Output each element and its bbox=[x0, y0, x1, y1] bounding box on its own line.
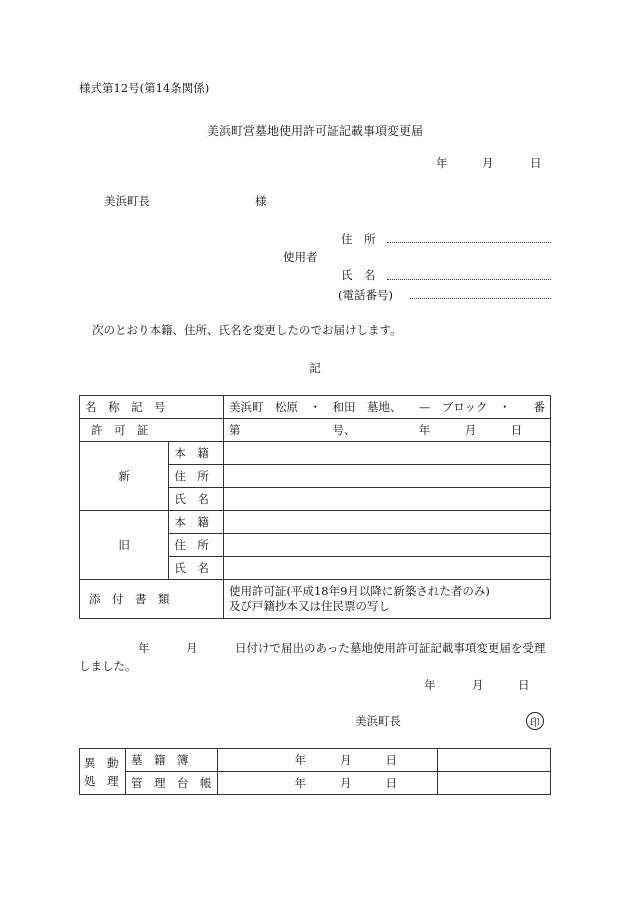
date-day-label: 日 bbox=[530, 156, 542, 170]
receipt-text: 日付けで届出のあった墓地使用許可証記載事項変更届を受理 bbox=[235, 641, 546, 655]
addressee: 美浜町長 bbox=[104, 194, 150, 208]
receipt-date-year: 年 bbox=[424, 678, 436, 692]
new-name-field[interactable] bbox=[223, 488, 550, 511]
name-code-label: 名 称 記 号 bbox=[80, 396, 224, 419]
attachment-line-2: 及び戸籍抄本又は住民票の写し bbox=[228, 599, 390, 613]
document-title: 美浜町営墓地使用許可証記載事項変更届 bbox=[206, 124, 423, 138]
office-register-date[interactable]: 年 月 日 bbox=[217, 772, 437, 795]
statement: 次のとおり本籍、住所、氏名を変更したのでお届けします。 bbox=[92, 323, 402, 337]
new-label: 新 bbox=[80, 442, 169, 511]
name-field[interactable] bbox=[387, 279, 551, 280]
old-name-field[interactable] bbox=[223, 557, 550, 580]
ki-label: 記 bbox=[309, 361, 321, 375]
receipt-month: 月 bbox=[186, 641, 198, 655]
receipt-text-line2: しました。 bbox=[79, 659, 137, 673]
attachment-line-1: 使用許可証(平成18年9月以降に新築された者のみ) bbox=[228, 584, 490, 598]
receipt-date-day: 日 bbox=[518, 678, 530, 692]
honorific: 様 bbox=[255, 194, 267, 208]
office-table bbox=[79, 748, 551, 795]
old-address-label: 住 所 bbox=[169, 534, 224, 557]
seal-icon: 印 bbox=[526, 712, 544, 730]
permit-label: 許 可 証 bbox=[80, 419, 224, 442]
address-field[interactable] bbox=[387, 242, 551, 243]
name-code-value[interactable]: 美浜町 松原 ・ 和田 墓地、 — ブロック ・ 番 bbox=[223, 396, 550, 419]
name-row bbox=[80, 396, 551, 419]
old-address-field[interactable] bbox=[223, 534, 550, 557]
date-year-label: 年 bbox=[436, 156, 448, 170]
old-honseki-label: 本 籍 bbox=[169, 511, 224, 534]
receipt-year: 年 bbox=[138, 641, 150, 655]
phone-field[interactable] bbox=[410, 298, 551, 299]
old-label: 旧 bbox=[80, 511, 169, 580]
mayor-label: 美浜町長 bbox=[355, 714, 401, 728]
name-label: 氏 名 bbox=[341, 268, 376, 282]
new-name-label: 氏 名 bbox=[169, 488, 224, 511]
office-register-label: 管 理 台 帳 bbox=[126, 772, 218, 795]
office-label: 異 動 処 理 bbox=[80, 749, 126, 795]
new-address-field[interactable] bbox=[223, 465, 550, 488]
new-honseki-label: 本 籍 bbox=[169, 442, 224, 465]
receipt-date-month: 月 bbox=[472, 678, 484, 692]
office-row bbox=[80, 772, 551, 795]
change-table bbox=[79, 395, 551, 619]
office-ledger-check[interactable] bbox=[437, 749, 551, 772]
date-month-label: 月 bbox=[482, 156, 494, 170]
applicant-label: 使用者 bbox=[283, 250, 318, 264]
phone-label: (電話番号) bbox=[338, 288, 393, 302]
new-row bbox=[80, 442, 551, 465]
old-honseki-field[interactable] bbox=[223, 511, 550, 534]
office-ledger-label: 墓 籍 簿 bbox=[126, 749, 218, 772]
attachment-value bbox=[223, 580, 550, 619]
office-row bbox=[80, 749, 551, 772]
office-ledger-date[interactable]: 年 月 日 bbox=[217, 749, 437, 772]
office-register-check[interactable] bbox=[437, 772, 551, 795]
new-honseki-field[interactable] bbox=[223, 442, 550, 465]
permit-row bbox=[80, 419, 551, 442]
address-label: 住 所 bbox=[341, 232, 376, 246]
old-name-label: 氏 名 bbox=[169, 557, 224, 580]
attachment-row bbox=[80, 580, 551, 619]
new-address-label: 住 所 bbox=[169, 465, 224, 488]
old-row bbox=[80, 511, 551, 534]
form-id: 様式第12号(第14条関係) bbox=[79, 81, 210, 95]
attachment-label: 添 付 書 類 bbox=[80, 580, 224, 619]
permit-value[interactable]: 第 号、 年 月 日 bbox=[223, 419, 550, 442]
